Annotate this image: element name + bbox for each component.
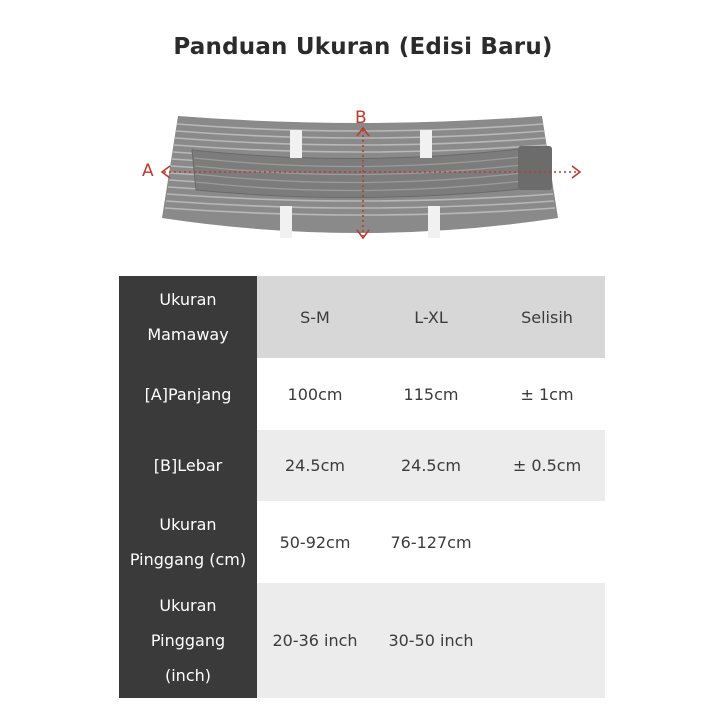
row-label: [A]Panjang [119, 358, 257, 430]
table-cell: ± 0.5cm [489, 430, 605, 501]
belt-diagram [130, 98, 590, 268]
table-row [119, 430, 605, 501]
stay-bottom-right [428, 206, 440, 238]
velcro-tab [518, 146, 552, 190]
size-table [119, 276, 605, 698]
table-cell [489, 583, 605, 698]
row-label: Ukuran Mamaway [119, 276, 257, 358]
table-cell: 50-92cm [257, 501, 373, 583]
table-cell: 100cm [257, 358, 373, 430]
stay-top-left [290, 130, 302, 158]
stay-top-right [420, 130, 432, 158]
label-b: B [355, 108, 367, 128]
table-row [119, 358, 605, 430]
row-label: Ukuran Pinggang (inch) [119, 583, 257, 698]
col-header-s-m: S-M [257, 276, 373, 358]
table-row [119, 583, 605, 698]
stay-bottom-left [280, 206, 292, 238]
table-cell: 115cm [373, 358, 489, 430]
table-cell: ± 1cm [489, 358, 605, 430]
label-a: A [142, 161, 154, 181]
table-cell: 24.5cm [257, 430, 373, 501]
page-title: Panduan Ukuran (Edisi Baru) [173, 34, 553, 60]
table-cell: 30-50 inch [373, 583, 489, 698]
col-header-selisih: Selisih [489, 276, 605, 358]
row-label: Ukuran Pinggang (cm) [119, 501, 257, 583]
table-cell: 24.5cm [373, 430, 489, 501]
table-cell [489, 501, 605, 583]
table-row [119, 501, 605, 583]
table-cell: 20-36 inch [257, 583, 373, 698]
table-cell: 76-127cm [373, 501, 489, 583]
table-row [119, 276, 605, 358]
col-header-l-xl: L-XL [373, 276, 489, 358]
row-label: [B]Lebar [119, 430, 257, 501]
